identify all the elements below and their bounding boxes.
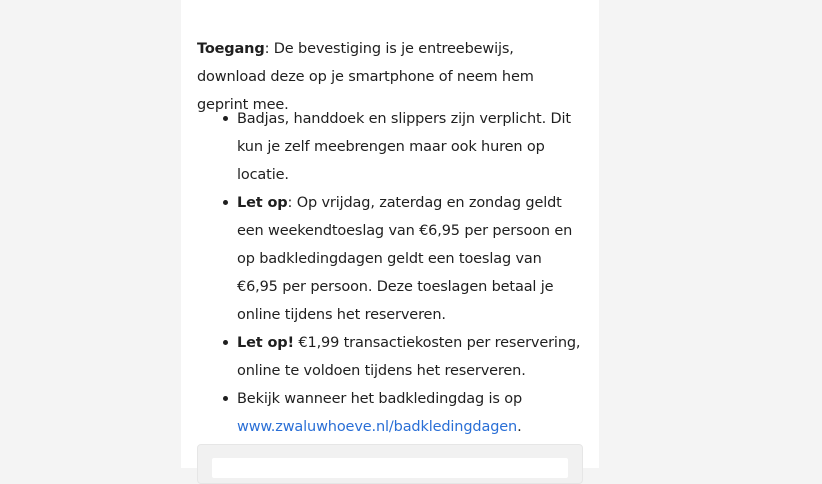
next-section-inner	[212, 458, 568, 478]
list-item-weekend-surcharge	[237, 189, 582, 329]
list-item-transaction-costs	[237, 329, 582, 385]
bullet-text: Bekijk wanneer het badkledingdag is op	[237, 391, 523, 407]
bullet-text: €1,99 transactiekosten per reservering, online te voldoen tijdens het reserveren.	[237, 335, 581, 379]
list-item-dress-code	[237, 105, 582, 189]
info-card	[181, 0, 599, 468]
bullet-text: Badjas, handdoek en slippers zijn verplicht. Dit kun je zelf meebrengen maar ook huren op locatie.	[237, 111, 571, 183]
list-item-swimwear-days	[237, 385, 582, 441]
info-bullet-list	[197, 105, 582, 441]
next-section-box	[197, 444, 583, 484]
previous-bullet-fragment	[237, 0, 407, 6]
bullet-bold-label: Let op	[237, 195, 288, 211]
bullet-bold-label: Let op!	[237, 335, 294, 351]
swimwear-days-link[interactable]: www.zwaluwhoeve.nl/badkledingdagen	[237, 419, 518, 435]
bullet-text: : Op vrijdag, zaterdag en zondag geldt een weekendtoeslag van €6,95 per persoon en op badkledingdagen geldt een toeslag van €6,95 per persoon. Deze toeslagen betaal je online tijdens het reserveren.	[237, 195, 573, 323]
access-text: : De bevestiging is je entreebewijs, download deze op je smartphone of neem hem geprint mee.	[197, 41, 534, 113]
bullet-trailing-period: .	[517, 419, 522, 435]
access-label: Toegang	[197, 41, 265, 57]
